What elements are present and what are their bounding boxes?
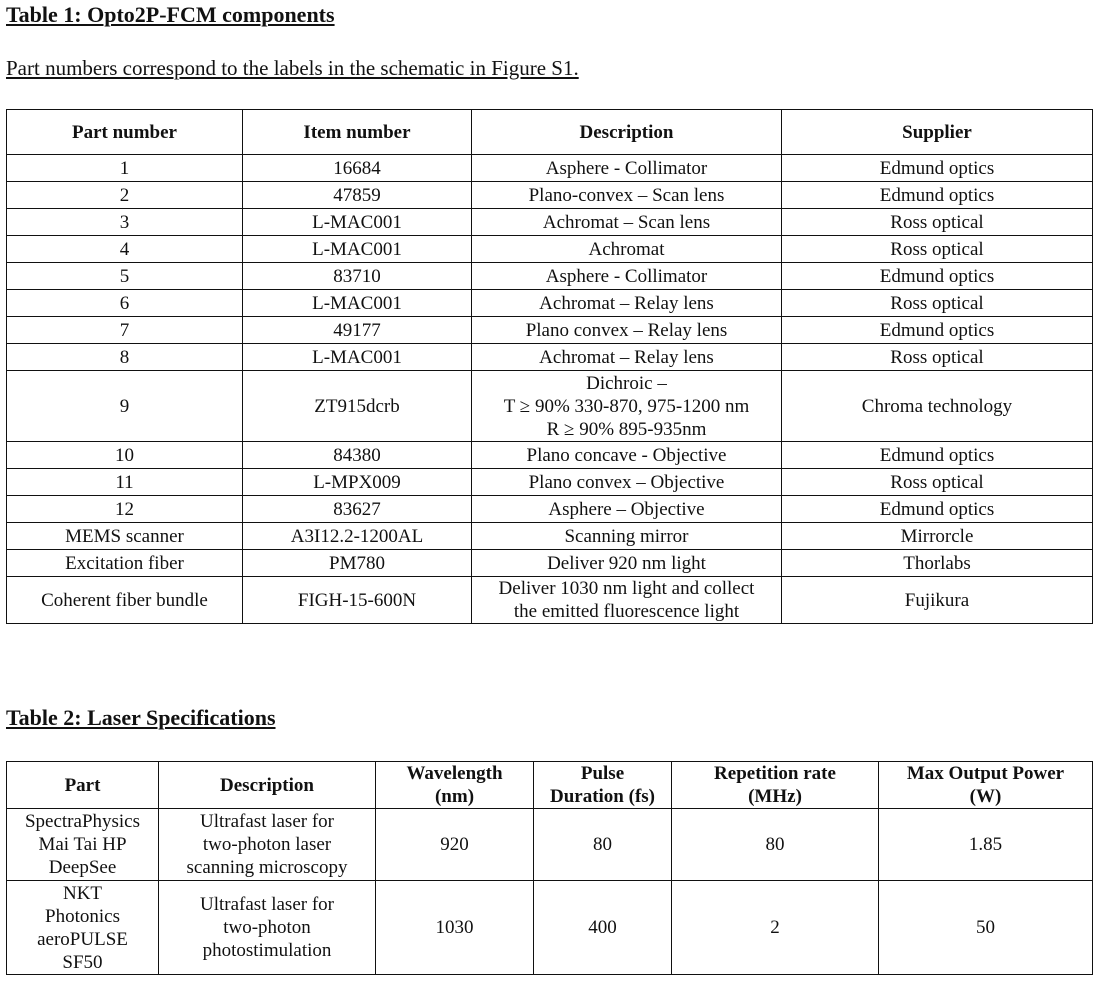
table-row bbox=[7, 236, 1093, 263]
cell-supplier: Ross optical bbox=[782, 236, 1093, 263]
cell-description: Achromat bbox=[472, 236, 782, 263]
cell-supplier: Mirrorcle bbox=[782, 523, 1093, 550]
table-row bbox=[7, 182, 1093, 209]
cell-item-number: 84380 bbox=[243, 442, 472, 469]
cell-item-number: 83627 bbox=[243, 496, 472, 523]
cell-item-number: L-MAC001 bbox=[243, 290, 472, 317]
cell-part-number: 5 bbox=[7, 263, 243, 290]
cell-description: Plano-convex – Scan lens bbox=[472, 182, 782, 209]
cell-item-number: 47859 bbox=[243, 182, 472, 209]
cell-description: Plano convex – Objective bbox=[472, 469, 782, 496]
column-header-part: Part bbox=[7, 762, 159, 809]
cell-pulse-duration: 80 bbox=[534, 809, 672, 881]
cell-item-number: ZT915dcrb bbox=[243, 371, 472, 442]
cell-item-number: L-MPX009 bbox=[243, 469, 472, 496]
column-header-max-output-power: Max Output Power (W) bbox=[879, 762, 1093, 809]
cell-part: SpectraPhysics Mai Tai HP DeepSee bbox=[7, 809, 159, 881]
cell-description: Asphere – Objective bbox=[472, 496, 782, 523]
column-header-description: Description bbox=[472, 110, 782, 155]
table-row bbox=[7, 209, 1093, 236]
table-row bbox=[7, 155, 1093, 182]
cell-wavelength: 920 bbox=[376, 809, 534, 881]
cell-supplier: Edmund optics bbox=[782, 182, 1093, 209]
cell-supplier: Chroma technology bbox=[782, 371, 1093, 442]
cell-supplier: Edmund optics bbox=[782, 155, 1093, 182]
cell-item-number: 49177 bbox=[243, 317, 472, 344]
table-row bbox=[7, 881, 1093, 975]
table-row bbox=[7, 317, 1093, 344]
cell-item-number: L-MAC001 bbox=[243, 209, 472, 236]
cell-part-number: 4 bbox=[7, 236, 243, 263]
cell-part-number: 6 bbox=[7, 290, 243, 317]
cell-supplier: Edmund optics bbox=[782, 263, 1093, 290]
column-header-item-number: Item number bbox=[243, 110, 472, 155]
cell-wavelength: 1030 bbox=[376, 881, 534, 975]
cell-part-number: 10 bbox=[7, 442, 243, 469]
cell-part-number: Coherent fiber bundle bbox=[7, 577, 243, 624]
table-row bbox=[7, 442, 1093, 469]
cell-description: Plano concave - Objective bbox=[472, 442, 782, 469]
cell-description: Asphere - Collimator bbox=[472, 263, 782, 290]
table-header-row bbox=[7, 110, 1093, 155]
column-header-repetition-rate: Repetition rate (MHz) bbox=[672, 762, 879, 809]
cell-supplier: Ross optical bbox=[782, 469, 1093, 496]
cell-supplier: Edmund optics bbox=[782, 442, 1093, 469]
cell-item-number: L-MAC001 bbox=[243, 344, 472, 371]
cell-item-number: L-MAC001 bbox=[243, 236, 472, 263]
cell-part-number: 1 bbox=[7, 155, 243, 182]
column-header-wavelength: Wavelength (nm) bbox=[376, 762, 534, 809]
table2-title: Table 2: Laser Specifications bbox=[6, 705, 276, 730]
table1-title: Table 1: Opto2P-FCM components bbox=[6, 2, 335, 27]
cell-description: Achromat – Relay lens bbox=[472, 344, 782, 371]
cell-part-number: Excitation fiber bbox=[7, 550, 243, 577]
cell-description: Ultrafast laser for two-photon laser scanning microscopy bbox=[159, 809, 376, 881]
cell-item-number: 83710 bbox=[243, 263, 472, 290]
table-row bbox=[7, 523, 1093, 550]
table-row bbox=[7, 577, 1093, 624]
cell-repetition-rate: 80 bbox=[672, 809, 879, 881]
table-header-row bbox=[7, 762, 1093, 809]
cell-supplier: Edmund optics bbox=[782, 496, 1093, 523]
table-row bbox=[7, 344, 1093, 371]
cell-description: Ultrafast laser for two-photon photostimulation bbox=[159, 881, 376, 975]
column-header-supplier: Supplier bbox=[782, 110, 1093, 155]
cell-supplier: Edmund optics bbox=[782, 317, 1093, 344]
table-row bbox=[7, 550, 1093, 577]
cell-description: Deliver 920 nm light bbox=[472, 550, 782, 577]
cell-supplier: Fujikura bbox=[782, 577, 1093, 624]
column-header-pulse-duration: Pulse Duration (fs) bbox=[534, 762, 672, 809]
cell-part-number: 12 bbox=[7, 496, 243, 523]
table1-subtitle: Part numbers correspond to the labels in the schematic in Figure S1. bbox=[6, 56, 579, 80]
cell-part-number: 9 bbox=[7, 371, 243, 442]
cell-description: Deliver 1030 nm light and collect the emitted fluorescence light bbox=[472, 577, 782, 624]
cell-part-number: 7 bbox=[7, 317, 243, 344]
column-header-description: Description bbox=[159, 762, 376, 809]
cell-max-output-power: 50 bbox=[879, 881, 1093, 975]
components-table bbox=[6, 109, 1093, 624]
cell-description: Plano convex – Relay lens bbox=[472, 317, 782, 344]
cell-description: Asphere - Collimator bbox=[472, 155, 782, 182]
cell-supplier: Thorlabs bbox=[782, 550, 1093, 577]
cell-description: Scanning mirror bbox=[472, 523, 782, 550]
cell-part-number: 8 bbox=[7, 344, 243, 371]
table-row bbox=[7, 290, 1093, 317]
table-row bbox=[7, 496, 1093, 523]
table-row bbox=[7, 263, 1093, 290]
cell-repetition-rate: 2 bbox=[672, 881, 879, 975]
table-row bbox=[7, 469, 1093, 496]
cell-supplier: Ross optical bbox=[782, 344, 1093, 371]
cell-max-output-power: 1.85 bbox=[879, 809, 1093, 881]
cell-pulse-duration: 400 bbox=[534, 881, 672, 975]
cell-description: Achromat – Scan lens bbox=[472, 209, 782, 236]
table-row bbox=[7, 371, 1093, 442]
cell-supplier: Ross optical bbox=[782, 209, 1093, 236]
cell-item-number: PM780 bbox=[243, 550, 472, 577]
cell-item-number: 16684 bbox=[243, 155, 472, 182]
table-row bbox=[7, 809, 1093, 881]
laser-specifications-table bbox=[6, 761, 1093, 975]
cell-description: Achromat – Relay lens bbox=[472, 290, 782, 317]
cell-part-number: 2 bbox=[7, 182, 243, 209]
cell-item-number: A3I12.2-1200AL bbox=[243, 523, 472, 550]
cell-part: NKT Photonics aeroPULSE SF50 bbox=[7, 881, 159, 975]
cell-part-number: MEMS scanner bbox=[7, 523, 243, 550]
cell-item-number: FIGH-15-600N bbox=[243, 577, 472, 624]
column-header-part-number: Part number bbox=[7, 110, 243, 155]
cell-part-number: 3 bbox=[7, 209, 243, 236]
cell-description: Dichroic – T ≥ 90% 330-870, 975-1200 nm R ≥ 90% 895-935nm bbox=[472, 371, 782, 442]
cell-part-number: 11 bbox=[7, 469, 243, 496]
cell-supplier: Ross optical bbox=[782, 290, 1093, 317]
